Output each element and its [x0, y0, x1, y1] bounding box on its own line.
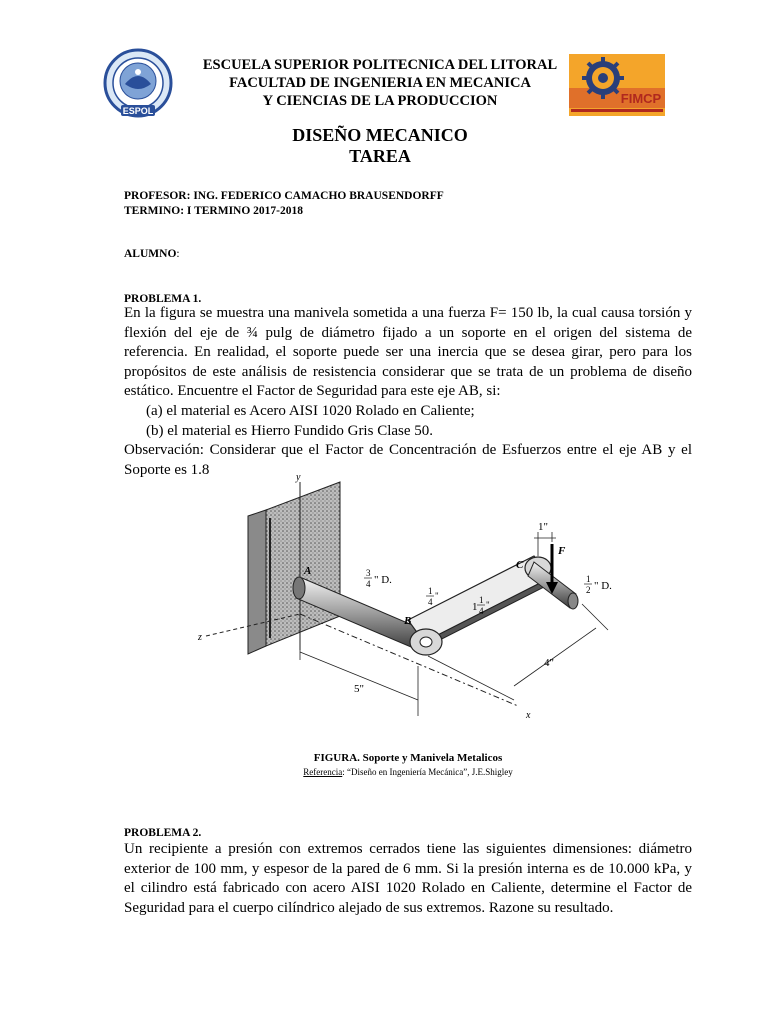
problem-2-title: PROBLEMA 2.	[124, 827, 202, 839]
crank-figure	[178, 470, 638, 732]
problem-2-body	[124, 840, 692, 918]
figure-caption: FIGURA. Soporte y Manivela Metalicos	[313, 752, 503, 764]
dim-arm-length: 1"	[538, 521, 548, 533]
course-title: DISEÑO MECANICO	[292, 125, 468, 145]
svg-text:4: 4	[366, 579, 371, 589]
svg-text:1: 1	[428, 586, 433, 596]
svg-text:1: 1	[479, 595, 484, 605]
svg-text:2: 2	[586, 585, 591, 595]
support-wall	[248, 482, 340, 654]
fimcp-logo-text: FIMCP	[620, 91, 662, 106]
svg-text:1: 1	[472, 601, 478, 613]
svg-text:4: 4	[479, 606, 484, 616]
reference-text: : “Diseño en Ingeniería Mecánica”, J.E.Shigley	[342, 767, 513, 777]
svg-text:": "	[486, 600, 490, 610]
svg-text:4: 4	[428, 597, 433, 607]
institution-header	[180, 56, 580, 110]
point-label-b: B	[404, 615, 412, 627]
term-line: TERMINO: I TERMINO 2017-2018	[124, 205, 304, 217]
point-label-c: C	[516, 559, 524, 571]
dim-shaft-diameter	[364, 568, 392, 589]
problem-2-paragraph: Un recipiente a presión con extremos cerrados tiene las siguientes dimensiones: diámetro exterior de 100 mm, y espesor de la pared de 6 mm. Si la presión interna es de 10.000 kPa, y el cilindro está fabricado con acero AISI 1020 Rolado en Caliente, determine el Factor de Seguridad para el cuerpo cilíndrico alejado de sus extremos. Razone su resultado.	[124, 841, 692, 916]
reference-label: Referencia	[303, 767, 343, 777]
axis-label-x: x	[526, 710, 531, 721]
axis-label-y: y	[296, 472, 301, 483]
problem-1-title: PROBLEMA 1.	[124, 293, 202, 305]
professor-line: PROFESOR: ING. FEDERICO CAMACHO BRAUSENDORFF	[124, 190, 444, 202]
document-title	[180, 125, 580, 167]
espol-logo	[103, 48, 173, 120]
fimcp-logo	[569, 54, 665, 116]
svg-text:": "	[435, 591, 439, 601]
problem-1-body	[124, 304, 692, 480]
point-label-a: A	[304, 565, 312, 577]
svg-text:3: 3	[366, 568, 371, 578]
faculty-name-continued: Y CIENCIAS DE LA PRODUCCION	[262, 93, 498, 109]
student-colon: :	[176, 248, 180, 260]
force-label-f: F	[558, 545, 566, 557]
svg-text:" D.: " D.	[374, 574, 392, 586]
problem-1-option-a: (a) el material es Acero AISI 1020 Rolado en Caliente;	[146, 402, 475, 419]
student-label: ALUMNO	[124, 248, 177, 260]
dim-length-ab: 5"	[354, 683, 364, 695]
axis-label-z: z	[198, 632, 202, 643]
dim-pin-diameter	[584, 574, 612, 595]
assignment-title: TAREA	[349, 146, 411, 166]
dim-length-bc: 4"	[544, 657, 554, 669]
institution-name: ESCUELA SUPERIOR POLITECNICA DEL LITORAL	[202, 57, 558, 73]
svg-text:1: 1	[586, 574, 591, 584]
dim-arm-thickness	[426, 586, 439, 607]
svg-text:" D.: " D.	[594, 580, 612, 592]
faculty-name: FACULTAD DE INGENIERIA EN MECANICA	[229, 75, 531, 91]
student-line	[124, 248, 180, 260]
problem-1-observation: Observación: Considerar que el Factor de Concentración de Esfuerzos entre el eje AB y el Soporte es 1.8	[124, 442, 692, 478]
problem-1-paragraph: En la figura se muestra una manivela sometida a una fuerza F= 150 lb, la cual causa torsión y flexión del eje de ¾ pulg de diámetro fijado a un soporte en el origen del sistema de referencia. En realidad, el soporte puede ser una inercia que se desea girar, pero para los propósitos de este análisis de resistencia considerar que se trata de un problema de diseño estático. Encuentre el Factor de Seguridad para este eje AB, si:	[124, 305, 692, 400]
espol-logo-text: ESPOL	[122, 106, 154, 116]
figure-reference	[124, 767, 692, 777]
problem-1-option-b: (b) el material es Hierro Fundido Gris Clase 50.	[146, 422, 434, 439]
